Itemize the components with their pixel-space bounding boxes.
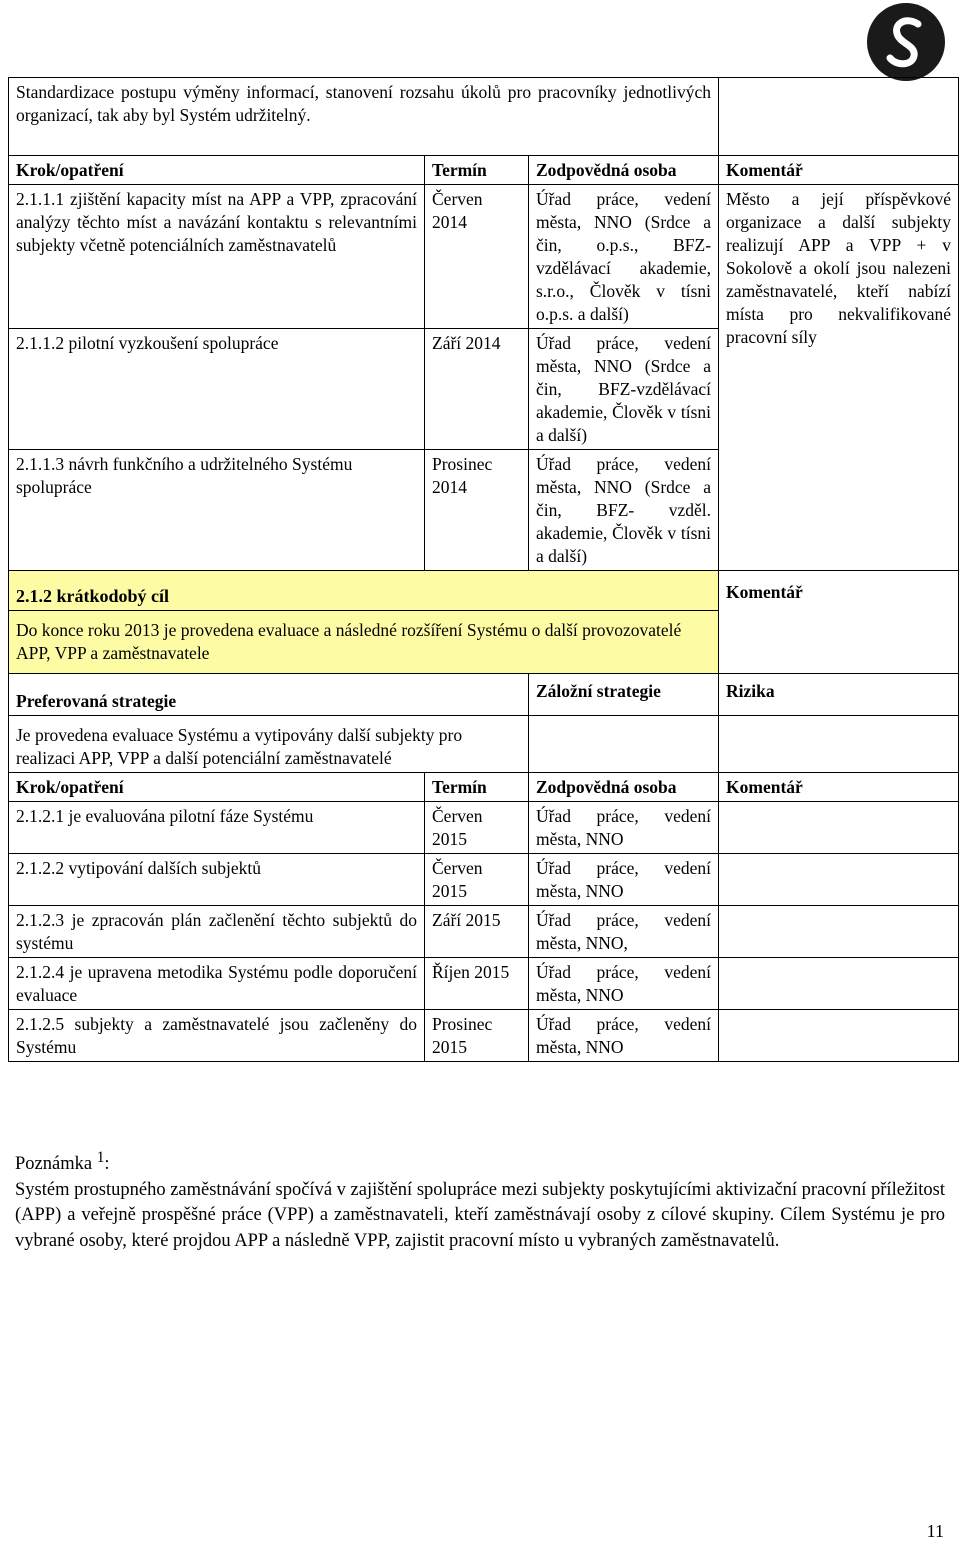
row6-termin: Září 2015: [425, 906, 529, 958]
row4-krok: 2.1.2.1 je evaluována pilotní fáze Systému: [9, 802, 425, 854]
header2-zodpovedna: Zodpovědná osoba: [529, 773, 719, 802]
header-zodpovedna: Zodpovědná osoba: [529, 156, 719, 185]
row6-krok: 2.1.2.3 je zpracován plán začlenění těchto subjektů do systému: [9, 906, 425, 958]
row8-zodpovedna: Úřad práce, vedení města, NNO: [529, 1010, 719, 1062]
logo-icon: [866, 2, 946, 82]
goal-komentar: Komentář: [719, 571, 959, 674]
row8-komentar: [719, 1010, 959, 1062]
row6-zodpovedna: Úřad práce, vedení města, NNO,: [529, 906, 719, 958]
action-plan-table: [8, 77, 959, 1062]
row2-krok: 2.1.1.2 pilotní vyzkoušení spolupráce: [9, 329, 425, 450]
backup-strategy-empty: [529, 716, 719, 773]
row1-zodpovedna: Úřad práce, vedení města, NNO (Srdce a čin, o.p.s., BFZ-vzdělávací akademie, s.r.o., Člověk v tísni o.p.s. a další): [529, 185, 719, 329]
row7-termin: Říjen 2015: [425, 958, 529, 1010]
row5-termin: Červen 2015: [425, 854, 529, 906]
row5-krok: 2.1.2.2 vytipování dalších subjektů: [9, 854, 425, 906]
footnote: [15, 1145, 945, 1254]
row6-komentar: [719, 906, 959, 958]
header2-komentar: Komentář: [719, 773, 959, 802]
row3-krok: 2.1.1.3 návrh funkčního a udržitelného Systému spolupráce: [9, 450, 425, 571]
header2-krok: Krok/opatření: [9, 773, 425, 802]
row8-termin: Prosinec 2015: [425, 1010, 529, 1062]
footnote-colon: :: [104, 1154, 110, 1175]
row4-komentar: [719, 802, 959, 854]
footnote-title: [15, 1145, 945, 1178]
footnote-text: Systém prostupného zaměstnávání spočívá v zajištění spolupráce mezi subjekty poskytujícími aktivizační pracovní příležitost (APP) a veřejně prospěšné práce (VPP) a zaměstnavateli, kteří zaměstnávají osoby z cílové skupiny. Cílem Systému je pro vybrané osoby, které projdou APP a následně VPP, zajistit pracovní místo u vybraných zaměstnavatelů.: [15, 1179, 945, 1251]
header-krok: Krok/opatření: [9, 156, 425, 185]
intro-empty-cell: [719, 78, 959, 156]
row7-krok: 2.1.2.4 je upravena metodika Systému podle doporučení evaluace: [9, 958, 425, 1010]
footnote-sup: 1: [96, 1149, 105, 1166]
page-number: 11: [926, 1521, 944, 1541]
row3-termin: Prosinec 2014: [425, 450, 529, 571]
goal-text: Do konce roku 2013 je provedena evaluace a následné rozšíření Systému o další provozovatelé APP, VPP a zaměstnavatele: [9, 611, 719, 674]
goal-title-cell: [9, 571, 719, 611]
row7-komentar: [719, 958, 959, 1010]
intro-text: Standardizace postupu výměny informací, stanovení rozsahu úkolů pro pracovníky jednotlivých organizací, tak aby byl Systém udržitelný.: [9, 78, 719, 156]
row5-komentar: [719, 854, 959, 906]
row2-termin: Září 2014: [425, 329, 529, 450]
row3-zodpovedna: Úřad práce, vedení města, NNO (Srdce a čin, BFZ- vzděl. akademie, Člověk v tísni a další): [529, 450, 719, 571]
row4-zodpovedna: Úřad práce, vedení města, NNO: [529, 802, 719, 854]
risks-empty: [719, 716, 959, 773]
footnote-label: Poznámka: [15, 1154, 93, 1175]
header-komentar: Komentář: [719, 156, 959, 185]
preferred-strategy: Preferovaná strategie: [9, 674, 529, 716]
goal-title: 2.1.2 krátkodobý cíl: [16, 586, 170, 606]
risks: Rizika: [719, 674, 959, 716]
row1-termin: Červen 2014: [425, 185, 529, 329]
header-termin: Termín: [425, 156, 529, 185]
row8-krok: 2.1.2.5 subjekty a zaměstnavatelé jsou začleněny do Systému: [9, 1010, 425, 1062]
row1-komentar: Město a její příspěvkové organizace a další subjekty realizují APP a VPP + v Sokolově a okolí jsou nalezeni zaměstnavatelé, kteří nabízí místa pro nekvalifikované pracovní síly: [719, 185, 959, 571]
preferred-strategy-text: Je provedena evaluace Systému a vytipovány další subjekty pro realizaci APP, VPP a další potenciální zaměstnavatelé: [9, 716, 529, 773]
backup-strategy: Záložní strategie: [529, 674, 719, 716]
row4-termin: Červen 2015: [425, 802, 529, 854]
row2-zodpovedna: Úřad práce, vedení města, NNO (Srdce a čin, BFZ-vzdělávací akademie, Člověk v tísni a další): [529, 329, 719, 450]
row5-zodpovedna: Úřad práce, vedení města, NNO: [529, 854, 719, 906]
row7-zodpovedna: Úřad práce, vedení města, NNO: [529, 958, 719, 1010]
row1-krok: 2.1.1.1 zjištění kapacity míst na APP a VPP, zpracování analýzy těchto míst a navázání kontaktu s relevantními subjekty včetně potenciálních zaměstnavatelů: [9, 185, 425, 329]
header2-termin: Termín: [425, 773, 529, 802]
